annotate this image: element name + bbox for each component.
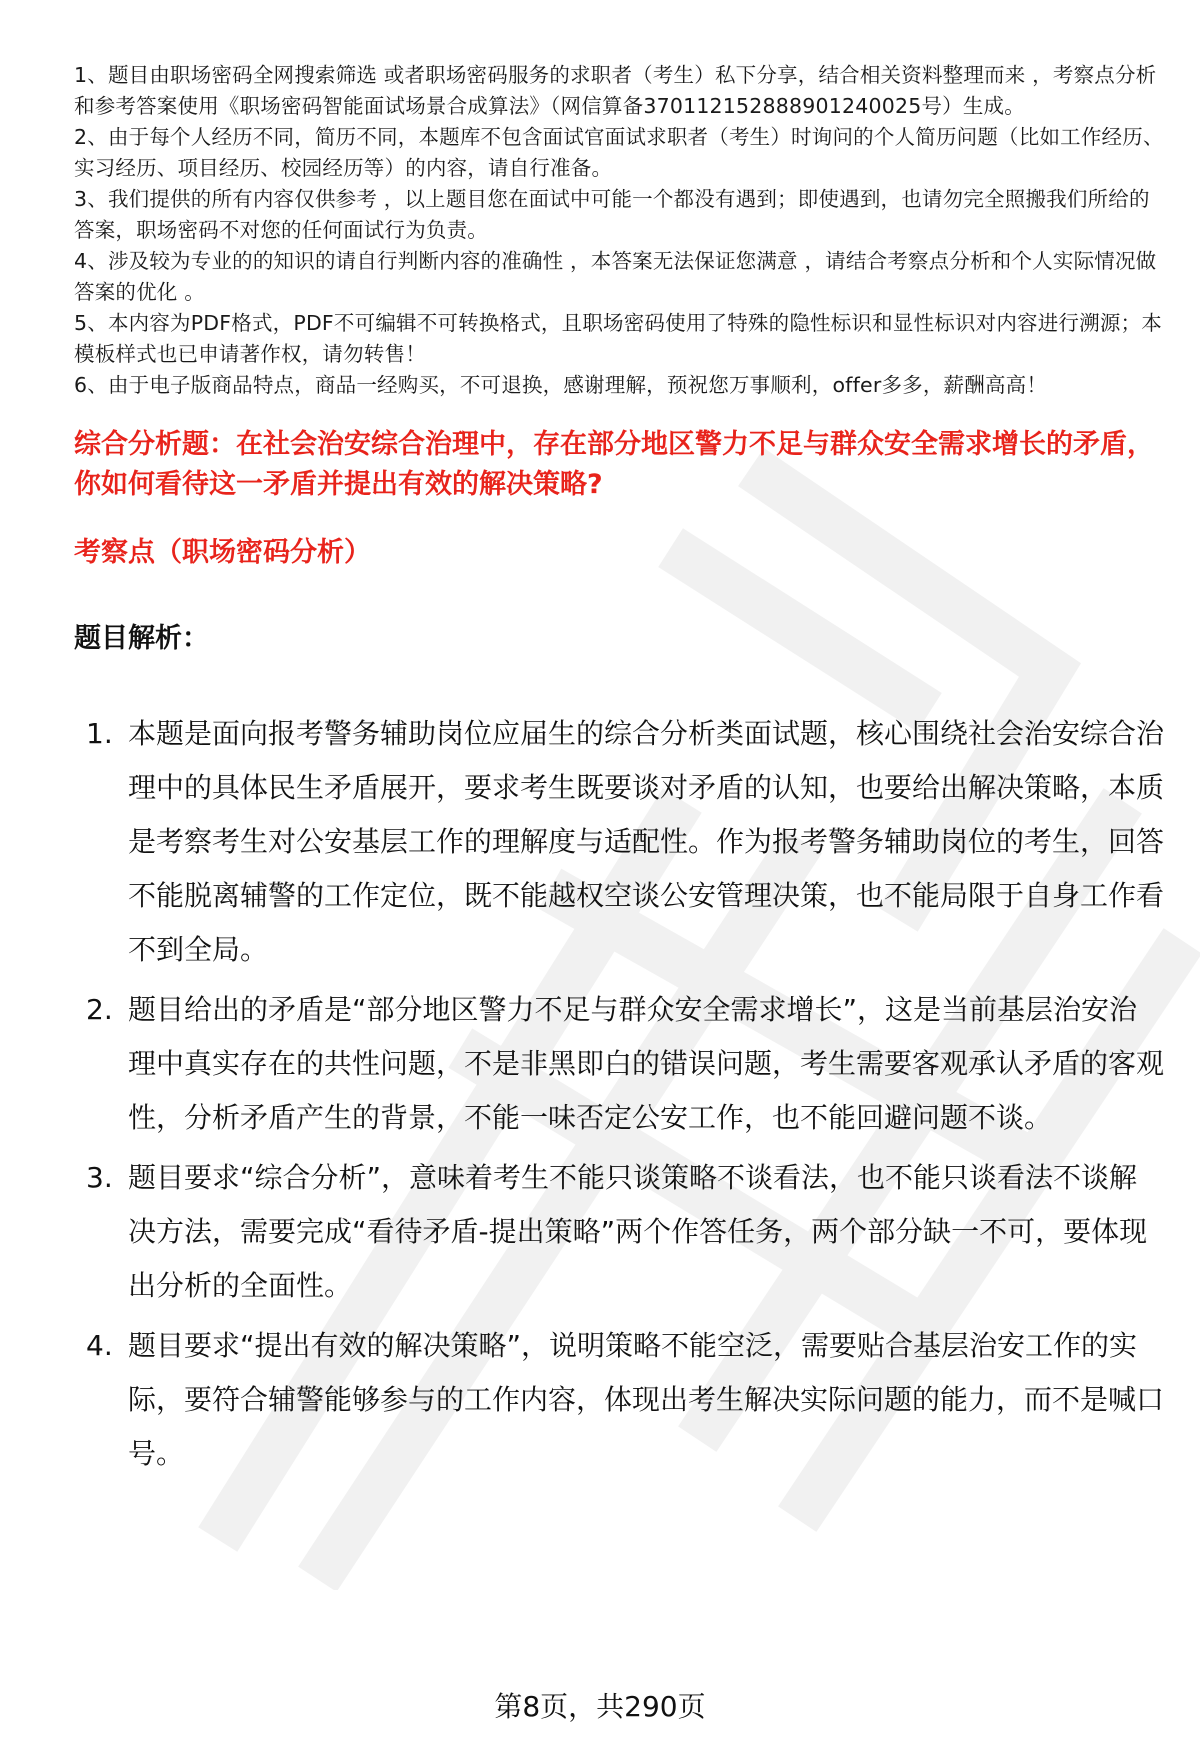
exam-point-heading: 考察点（职场密码分析） [74,537,371,568]
page-footer: 第8页，共290页 [494,1690,706,1723]
analysis-item [74,983,1164,1145]
notice-list [74,60,1164,401]
analysis-item [74,1319,1164,1481]
analysis-list [74,707,1164,1481]
item-number: 3. [86,1161,113,1194]
notice-item: 4、涉及较为专业的的知识的请自行判断内容的准确性 ，本答案无法保证您满意 ，请结合考察点分析和个人实际情况做答案的优化 。 [74,249,1157,304]
analysis-item [74,707,1164,977]
item-number: 4. [86,1329,113,1362]
notice-item: 1、题目由职场密码全网搜索筛选 或者职场密码服务的求职者（考生）私下分享，结合相关资料整理而来 ，考察点分析和参考答案使用《职场密码智能面试场景合成算法》（网信算备370112152888901240025号）生成。 [74,63,1157,118]
item-text: 题目要求“提出有效的解决策略”，说明策略不能空泛，需要贴合基层治安工作的实际，要符合辅警能够参与的工作内容，体现出考生解决实际问题的能力，而不是喊口号。 [128,1329,1165,1470]
item-text: 题目要求“综合分析”，意味着考生不能只谈策略不谈看法，也不能只谈看法不谈解决方法，需要完成“看待矛盾-提出策略”两个作答任务，两个部分缺一不可，要体现出分析的全面性。 [128,1161,1148,1302]
analysis-item [74,1151,1164,1313]
item-text: 本题是面向报考警务辅助岗位应届生的综合分析类面试题，核心围绕社会治安综合治理中的具体民生矛盾展开，要求考生既要谈对矛盾的认知，也要给出解决策略，本质是考察考生对公安基层工作的理解度与适配性。作为报考警务辅助岗位的考生，回答不能脱离辅警的工作定位，既不能越权空谈公安管理决策，也不能局限于自身工作看不到全局。 [128,717,1165,966]
notice-item: 6、由于电子版商品特点，商品一经购买，不可退换，感谢理解，预祝您万事顺利，offer多多，薪酬高高！ [74,373,1048,397]
document-page [74,60,1164,1487]
item-number: 1. [86,717,113,750]
analysis-heading: 题目解析： [74,623,209,654]
item-number: 2. [86,993,113,1026]
question-heading: 综合分析题：在社会治安综合治理中，存在部分地区警力不足与群众安全需求增长的矛盾，你如何看待这一矛盾并提出有效的解决策略? [74,429,1154,500]
notice-item: 3、我们提供的所有内容仅供参考 ，以上题目您在面试中可能一个都没有遇到；即使遇到，也请勿完全照搬我们所给的答案，职场密码不对您的任何面试行为负责。 [74,187,1150,242]
notice-item: 2、由于每个人经历不同，简历不同，本题库不包含面试官面试求职者（考生）时询问的个人简历问题（比如工作经历、实习经历、项目经历、校园经历等）的内容，请自行准备。 [74,125,1164,180]
item-text: 题目给出的矛盾是“部分地区警力不足与群众安全需求增长”，这是当前基层治安治理中真实存在的共性问题，不是非黑即白的错误问题，考生需要客观承认矛盾的客观性，分析矛盾产生的背景，不能一味否定公安工作，也不能回避问题不谈。 [128,993,1165,1134]
notice-item: 5、本内容为PDF格式，PDF不可编辑不可转换格式，且职场密码使用了特殊的隐性标识和显性标识对内容进行溯源；本模板样式也已申请著作权，请勿转售！ [74,311,1162,366]
